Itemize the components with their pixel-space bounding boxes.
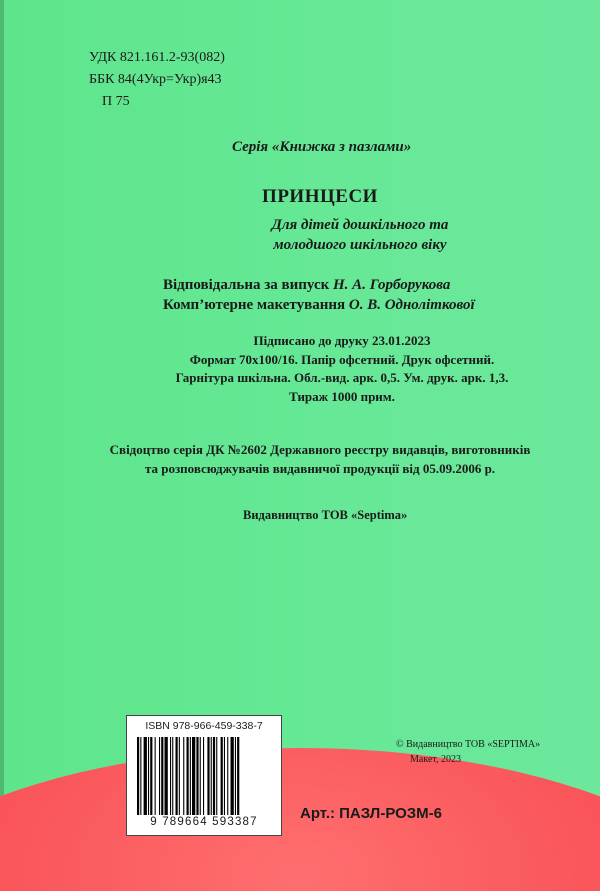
layout-label: Комп’ютерне макетування bbox=[163, 297, 349, 313]
catalog-codes bbox=[89, 49, 225, 115]
barcode-stripe bbox=[140, 737, 141, 815]
barcode-stripe bbox=[170, 737, 171, 815]
isbn-number: ISBN 978-966-459-338-7 bbox=[145, 720, 263, 732]
barcode-stripe bbox=[190, 737, 191, 815]
udk-code: УДК 821.161.2-93(082) bbox=[89, 50, 225, 65]
responsible-label: Відповідальна за випуск bbox=[163, 277, 334, 293]
barcode-stripe bbox=[150, 737, 152, 815]
publisher-name: Видавництво ТОВ «Septima» bbox=[243, 508, 408, 522]
barcode-block bbox=[126, 715, 282, 836]
barcode-stripe bbox=[196, 737, 198, 815]
certificate-line-1: Свідоцтво серія ДК №2602 Державного реєстру видавців, виготовників bbox=[109, 442, 531, 457]
barcode-stripe bbox=[176, 737, 178, 815]
barcode-stripe bbox=[235, 737, 236, 815]
barcode-stripe bbox=[227, 737, 228, 815]
copyright-notice bbox=[396, 737, 540, 767]
author-sign: П 75 bbox=[102, 94, 130, 109]
barcode-stripe bbox=[224, 737, 225, 815]
signed-date: Підписано до друку 23.01.2023 bbox=[253, 333, 431, 348]
format-info: Формат 70х100/16. Папір офсетний. Друк офсетний. bbox=[189, 351, 495, 367]
barcode-stripe bbox=[221, 737, 223, 815]
bbk-code: ББК 84(4Укр=Укр)я43 bbox=[89, 72, 222, 87]
barcode-stripe bbox=[148, 737, 149, 815]
layout-line bbox=[163, 295, 475, 315]
layout-name: О. В. Одноліткової bbox=[348, 297, 475, 313]
copyright-line-2: Макет, 2023 bbox=[410, 754, 461, 765]
barcode-stripe bbox=[187, 737, 189, 815]
barcode-stripe bbox=[203, 737, 204, 815]
barcode-stripe bbox=[137, 737, 139, 815]
barcode-stripe bbox=[144, 737, 147, 815]
barcode-stripe bbox=[211, 737, 212, 815]
certificate bbox=[50, 440, 590, 478]
barcode-stripe bbox=[207, 737, 209, 815]
copyright-line-1: © Видавництво ТОВ «SEPTIMA» bbox=[396, 739, 541, 750]
barcode-icon bbox=[137, 737, 271, 815]
series-name: Серія «Книжка з пазлами» bbox=[232, 139, 412, 155]
barcode-stripe bbox=[165, 737, 168, 815]
cover-edge bbox=[0, 0, 4, 891]
responsible-line bbox=[163, 275, 475, 295]
subtitle-line-1: Для дітей дошкільного та bbox=[271, 217, 449, 233]
certificate-line-2: та розповсюджувачів видавничої продукції від 05.09.2006 р. bbox=[144, 461, 496, 476]
barcode-stripe bbox=[172, 737, 173, 815]
barcode-stripe bbox=[192, 737, 195, 815]
book-title: ПРИНЦЕСИ bbox=[262, 186, 378, 207]
barcode-stripe bbox=[200, 737, 201, 815]
article-number: Арт.: ПАЗЛ-РОЗМ-6 bbox=[300, 805, 443, 822]
age-subtitle bbox=[200, 215, 520, 255]
credits bbox=[163, 275, 475, 315]
barcode-stripe bbox=[155, 737, 156, 815]
print-run: Тираж 1000 прим. bbox=[289, 388, 395, 404]
barcode-stripe bbox=[213, 737, 215, 815]
typeface-info: Гарнітура шкільна. Обл.-вид. арк. 0,5. Ум. друк. арк. 1,3. bbox=[175, 370, 509, 385]
print-info bbox=[152, 332, 532, 406]
barcode-stripe bbox=[159, 737, 160, 815]
barcode-digits: 9 789664 593387 bbox=[150, 816, 258, 828]
barcode-stripe bbox=[216, 737, 217, 815]
barcode-stripe bbox=[183, 737, 184, 815]
barcode-stripe bbox=[237, 737, 239, 815]
barcode-stripe bbox=[161, 737, 163, 815]
responsible-name: Н. А. Горборукова bbox=[333, 277, 451, 293]
subtitle-line-2: молодшого шкільного віку bbox=[273, 237, 447, 253]
barcode-stripe bbox=[179, 737, 180, 815]
barcode-stripe bbox=[231, 737, 234, 815]
